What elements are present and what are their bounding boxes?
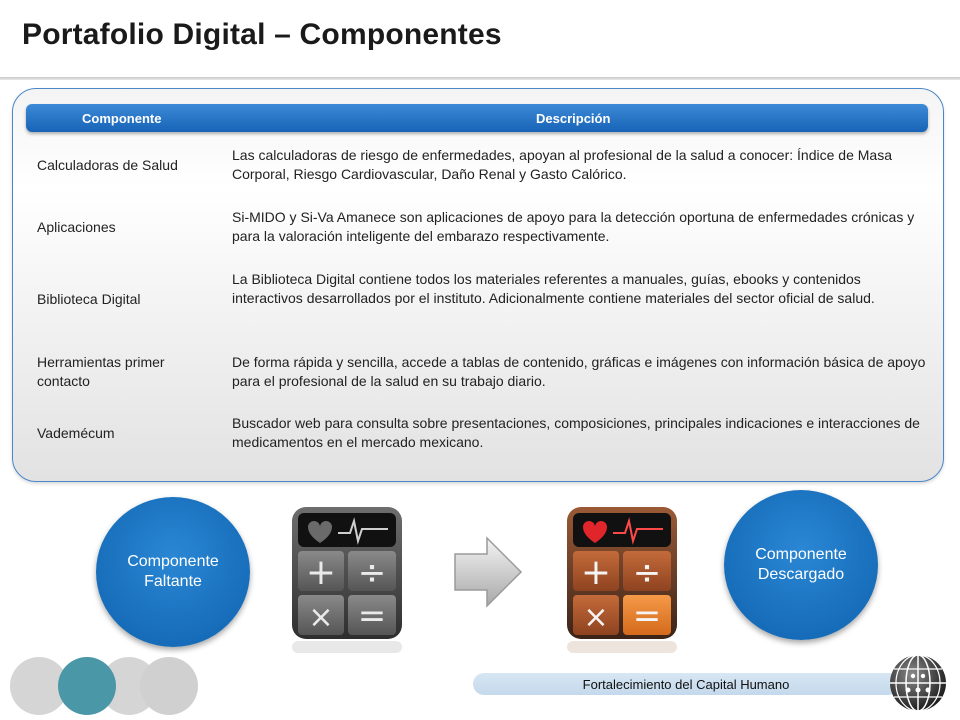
calculator-gray-icon [288,505,408,655]
svg-text:=: = [632,596,662,636]
table-row-description: La Biblioteca Digital contiene todos los materiales referentes a manuales, guías, ebooks y contenidos interactivos desarrollados por el instituto. Adicionalmente contiene materiales del sector oficial de salud. [232,271,875,306]
table-row-description: Buscador web para consulta sobre presentaciones, composiciones, principales indicaciones e interacciones de medicamentos en el mercado mexicano. [232,415,920,450]
arrow-right-icon [453,536,523,608]
globe-logo-icon [888,652,948,714]
svg-text:=: = [357,596,387,636]
column-header-description: Descripción [536,111,611,126]
table-header [26,104,928,132]
column-header-component: Componente [82,111,162,126]
table-row-description: De forma rápida y sencilla, accede a tablas de contenido, gráficas e imágenes con información básica de apoyo para el profesional de la salud en su trabajo diario. [232,354,926,389]
svg-text:÷: ÷ [632,553,662,593]
table-row-description: Si-MIDO y Si-Va Amanece son aplicaciones de apoyo para la detección oportuna de enfermedades crónicas y para la valoración inteligente del embarazo respectivamente. [232,209,915,244]
svg-text:÷: ÷ [357,553,387,593]
missing-component-label: Componente Faltante [127,553,219,590]
decorative-circle-teal [58,657,116,715]
downloaded-component-circle [724,490,878,640]
title-divider [0,77,960,80]
svg-text:+: + [580,552,612,593]
calculator-orange-icon [563,505,683,655]
table-row-name: Biblioteca Digital [37,291,141,307]
svg-text:×: × [308,600,334,635]
svg-text:×: × [583,600,609,635]
footer-bar [473,673,899,695]
table-row-name: Aplicaciones [37,219,116,235]
downloaded-component-label: Componente Descargado [755,546,847,583]
table-row-name: Herramientas primer contacto [37,354,165,389]
table-row-name: Vademécum [37,425,115,441]
svg-text:+: + [305,552,337,593]
page-title: Portafolio Digital – Componentes [22,18,502,51]
missing-component-circle [96,497,250,647]
footer-text: Fortalecimiento del Capital Humano [582,677,790,692]
table-row-description: Las calculadoras de riesgo de enfermedades, apoyan al profesional de la salud a conocer: Índice de Masa Corporal, Riesgo Cardiovascular, Daño Renal y Gasto Calórico. [232,147,892,182]
decorative-circle [140,657,198,715]
table-row-name: Calculadoras de Salud [37,157,178,173]
